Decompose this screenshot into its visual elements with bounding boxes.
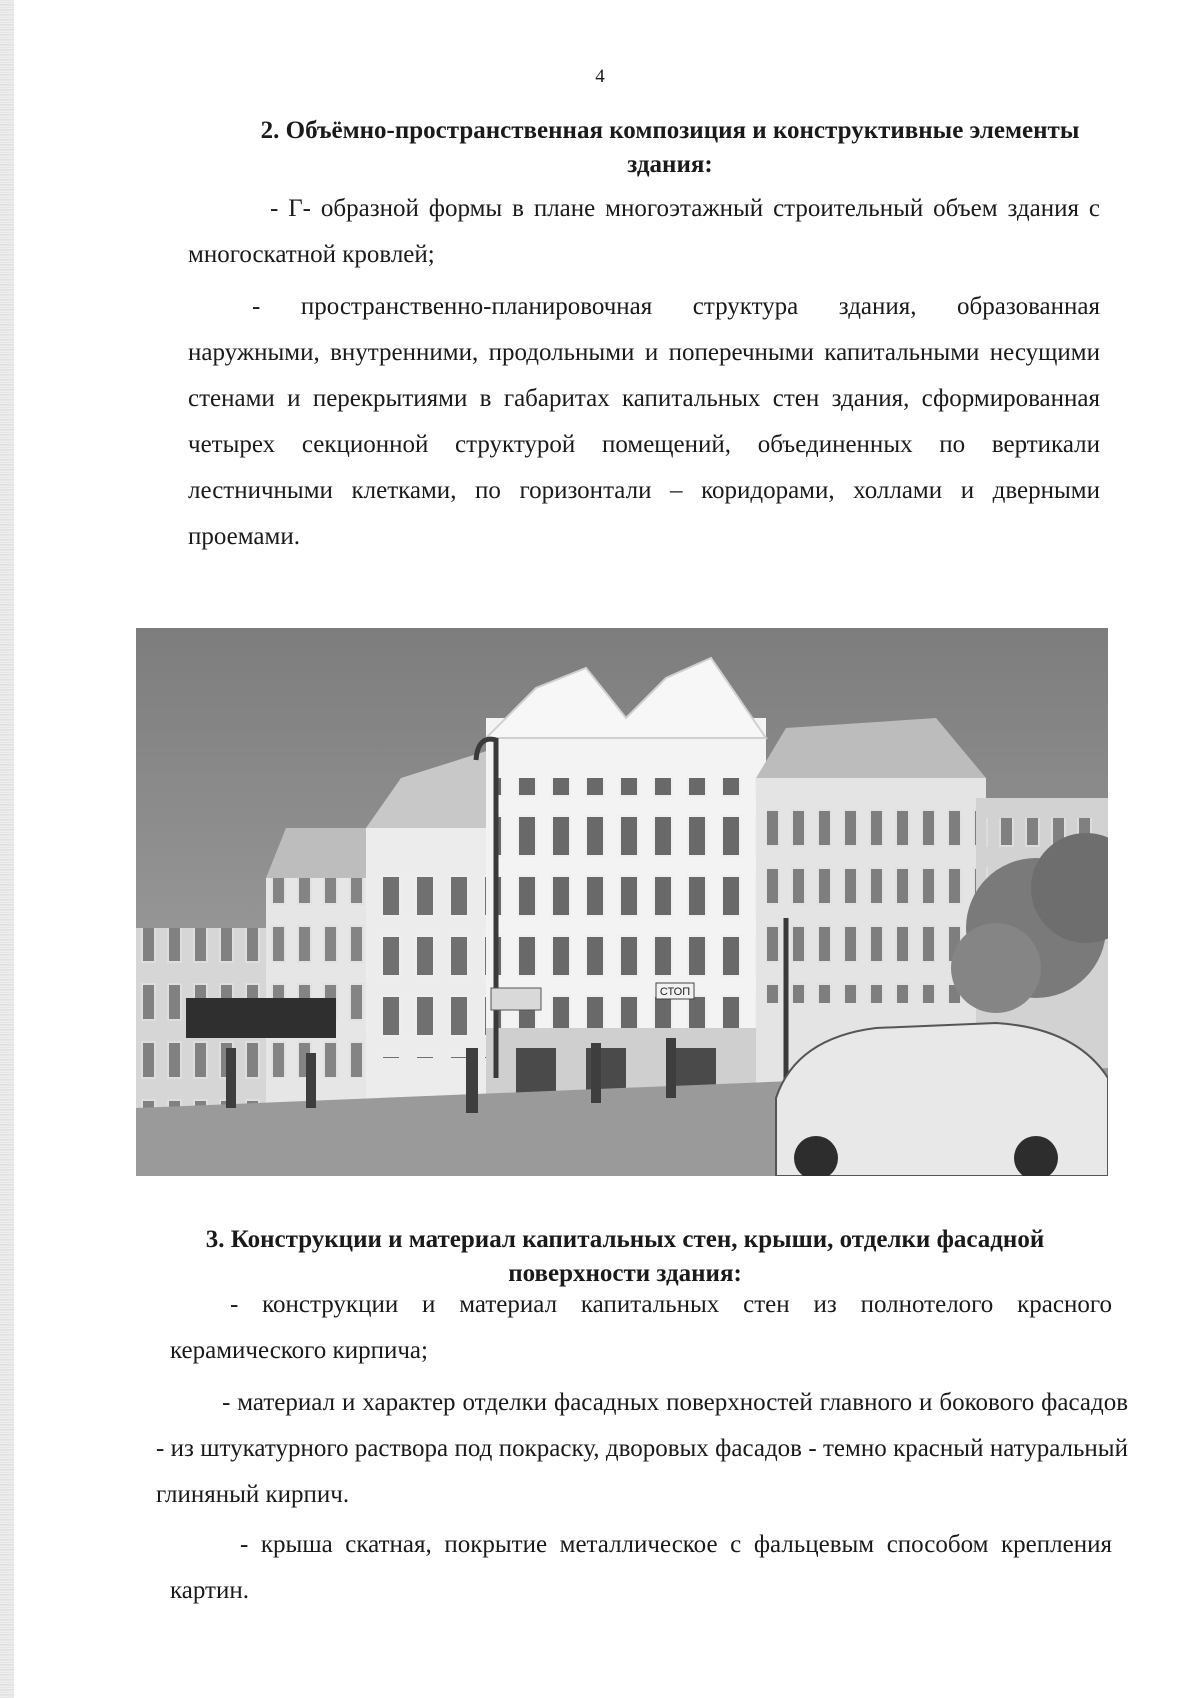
- section-2-heading: 2. Объёмно-пространственная композиция и конструктивные элементы здания:: [260, 117, 1080, 178]
- section-2-paragraph-1: - Г- образной формы в плане многоэтажный строительный объем здания с многоскатной кровлей;: [188, 195, 1100, 268]
- section-3-paragraph-1: - конструкции и материал капитальных стен из полнотелого красного керамического кирпича;: [170, 1291, 1112, 1364]
- section-3-paragraph-3: - крыша скатная, покрытие металлическое с фальцевым способом крепления картин.: [170, 1531, 1112, 1604]
- building-photo: [136, 628, 1108, 1176]
- shop-sign: [186, 998, 336, 1038]
- page-number: 4: [595, 66, 605, 87]
- car: [776, 1023, 1108, 1176]
- section-2-paragraph-2: - пространственно-планировочная структура здания, образованная наружными, внутренними, продольными и поперечными капитальными несущими стенами и перекрытиями в габаритах капитальных стен здания, сформированная четырех секционной структурой помещений, объединенных по вертикали лестничными клетками, по горизонтали – коридорами, холлами и дверными проемами.: [188, 293, 1100, 550]
- scan-edge: [0, 0, 14, 1698]
- stop-sign-text: СТОП: [659, 986, 691, 998]
- street-sign: [491, 988, 541, 1010]
- section-3-paragraph-2: - материал и характер отделки фасадных поверхностей главного и бокового фасадов - из штукатурного раствора под покраску, дворовых фасадов - темно красный натуральный глиняный кирпич.: [156, 1389, 1128, 1508]
- section-3-heading: 3. Конструкции и материал капитальных стен, крыши, отделки фасадной поверхности здания:: [205, 1226, 1045, 1287]
